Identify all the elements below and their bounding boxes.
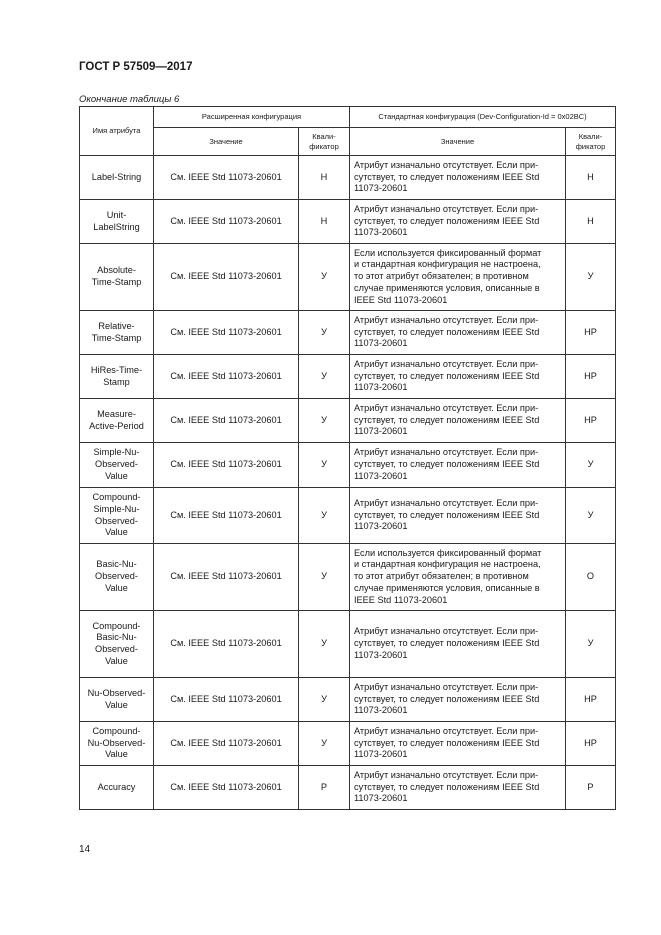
std-qualifier-cell: Р [566, 766, 616, 810]
attr-name-cell: Absolute- Time-Stamp [80, 244, 154, 311]
table-row [80, 766, 616, 810]
attr-name-cell: Label-String [80, 156, 154, 200]
ext-value-cell: См. IEEE Std 11073-20601 [154, 722, 299, 766]
attr-name-cell: Compound- Nu-Observed- Value [80, 722, 154, 766]
page-number: 14 [79, 844, 91, 855]
ext-qualifier-cell: У [299, 355, 350, 399]
attr-name-cell: Basic-Nu- Observed- Value [80, 544, 154, 611]
ext-qualifier-cell: У [299, 722, 350, 766]
std-qualifier-cell: Н [566, 200, 616, 244]
table-row [80, 200, 616, 244]
std-value-cell: Атрибут изначально отсутствует. Если при- сутствует, то следует положениям IEEE Std 11073-20601 [350, 355, 566, 399]
col-header-std-qual: Квали- фикатор [566, 128, 616, 156]
std-value-cell: Атрибут изначально отсутствует. Если при- сутствует, то следует положениям IEEE Std 11073-20601 [350, 311, 566, 355]
table-row [80, 399, 616, 443]
ext-qualifier-cell: У [299, 488, 350, 544]
std-qualifier-cell: НР [566, 355, 616, 399]
ext-qualifier-cell: У [299, 244, 350, 311]
ext-value-cell: См. IEEE Std 11073-20601 [154, 311, 299, 355]
ext-qualifier-cell: Р [299, 766, 350, 810]
std-qualifier-cell: У [566, 443, 616, 488]
std-value-cell: Атрибут изначально отсутствует. Если при- сутствует, то следует положениям IEEE Std 11073-20601 [350, 678, 566, 722]
table-row [80, 488, 616, 544]
ext-qualifier-cell: У [299, 544, 350, 611]
attr-name-cell: Nu-Observed- Value [80, 678, 154, 722]
table-row [80, 244, 616, 311]
col-header-std-value: Значение [350, 128, 566, 156]
std-value-cell: Атрибут изначально отсутствует. Если при- сутствует, то следует положениям IEEE Std 11073-20601 [350, 200, 566, 244]
col-group-extended: Расширенная конфигурация [154, 107, 350, 128]
col-header-name: Имя атрибута [80, 107, 154, 156]
attr-name-cell: Simple-Nu- Observed- Value [80, 443, 154, 488]
std-qualifier-cell: О [566, 544, 616, 611]
std-value-cell: Атрибут изначально отсутствует. Если при- сутствует, то следует положениям IEEE Std 11073-20601 [350, 611, 566, 678]
ext-qualifier-cell: У [299, 611, 350, 678]
std-value-cell: Атрибут изначально отсутствует. Если при- сутствует, то следует положениям IEEE Std 11073-20601 [350, 399, 566, 443]
attr-name-cell: HiRes-Time- Stamp [80, 355, 154, 399]
table-row [80, 355, 616, 399]
table-row [80, 311, 616, 355]
std-qualifier-cell: НР [566, 678, 616, 722]
table-row [80, 678, 616, 722]
ext-qualifier-cell: Н [299, 156, 350, 200]
ext-value-cell: См. IEEE Std 11073-20601 [154, 200, 299, 244]
ext-qualifier-cell: У [299, 443, 350, 488]
std-value-cell: Если используется фиксированный формат и стандартная конфигурация не настроена, то этот атрибут обязателен; в противном случае применяются условия, описанные в IEEE Std 11073-20601 [350, 244, 566, 311]
ext-value-cell: См. IEEE Std 11073-20601 [154, 611, 299, 678]
ext-value-cell: См. IEEE Std 11073-20601 [154, 355, 299, 399]
ext-value-cell: См. IEEE Std 11073-20601 [154, 443, 299, 488]
ext-value-cell: См. IEEE Std 11073-20601 [154, 399, 299, 443]
ext-value-cell: См. IEEE Std 11073-20601 [154, 766, 299, 810]
attr-name-cell: Compound- Basic-Nu- Observed- Value [80, 611, 154, 678]
attributes-table [79, 106, 616, 810]
ext-qualifier-cell: У [299, 311, 350, 355]
std-value-cell: Атрибут изначально отсутствует. Если при- сутствует, то следует положениям IEEE Std 11073-20601 [350, 488, 566, 544]
attr-name-cell: Compound- Simple-Nu- Observed- Value [80, 488, 154, 544]
std-qualifier-cell: У [566, 244, 616, 311]
std-qualifier-cell: У [566, 611, 616, 678]
std-qualifier-cell: У [566, 488, 616, 544]
col-header-ext-qual: Квали- фикатор [299, 128, 350, 156]
table-row [80, 611, 616, 678]
std-qualifier-cell: НР [566, 311, 616, 355]
attr-name-cell: Accuracy [80, 766, 154, 810]
table-row [80, 443, 616, 488]
ext-value-cell: См. IEEE Std 11073-20601 [154, 244, 299, 311]
col-header-ext-value: Значение [154, 128, 299, 156]
ext-value-cell: См. IEEE Std 11073-20601 [154, 488, 299, 544]
ext-value-cell: См. IEEE Std 11073-20601 [154, 544, 299, 611]
std-qualifier-cell: НР [566, 399, 616, 443]
std-value-cell: Атрибут изначально отсутствует. Если при- сутствует, то следует положениям IEEE Std 11073-20601 [350, 766, 566, 810]
document-header: ГОСТ Р 57509—2017 [79, 61, 193, 73]
table-row [80, 544, 616, 611]
std-qualifier-cell: Н [566, 156, 616, 200]
col-group-standard: Стандартная конфигурация (Dev-Configuration-Id = 0x02BC) [350, 107, 616, 128]
attr-name-cell: Unit- LabelString [80, 200, 154, 244]
ext-value-cell: См. IEEE Std 11073-20601 [154, 678, 299, 722]
ext-qualifier-cell: Н [299, 200, 350, 244]
std-qualifier-cell: НР [566, 722, 616, 766]
attr-name-cell: Measure- Active-Period [80, 399, 154, 443]
ext-qualifier-cell: У [299, 399, 350, 443]
std-value-cell: Атрибут изначально отсутствует. Если при- сутствует, то следует положениям IEEE Std 11073-20601 [350, 443, 566, 488]
std-value-cell: Атрибут изначально отсутствует. Если при- сутствует, то следует положениям IEEE Std 11073-20601 [350, 156, 566, 200]
std-value-cell: Если используется фиксированный формат и стандартная конфигурация не настроена, то этот атрибут обязателен; в противном случае применяются условия, описанные в IEEE Std 11073-20601 [350, 544, 566, 611]
ext-qualifier-cell: У [299, 678, 350, 722]
std-value-cell: Атрибут изначально отсутствует. Если при- сутствует, то следует положениям IEEE Std 11073-20601 [350, 722, 566, 766]
attr-name-cell: Relative- Time-Stamp [80, 311, 154, 355]
table-row [80, 156, 616, 200]
ext-value-cell: См. IEEE Std 11073-20601 [154, 156, 299, 200]
table-caption: Окончание таблицы 6 [79, 94, 180, 105]
table-row [80, 722, 616, 766]
